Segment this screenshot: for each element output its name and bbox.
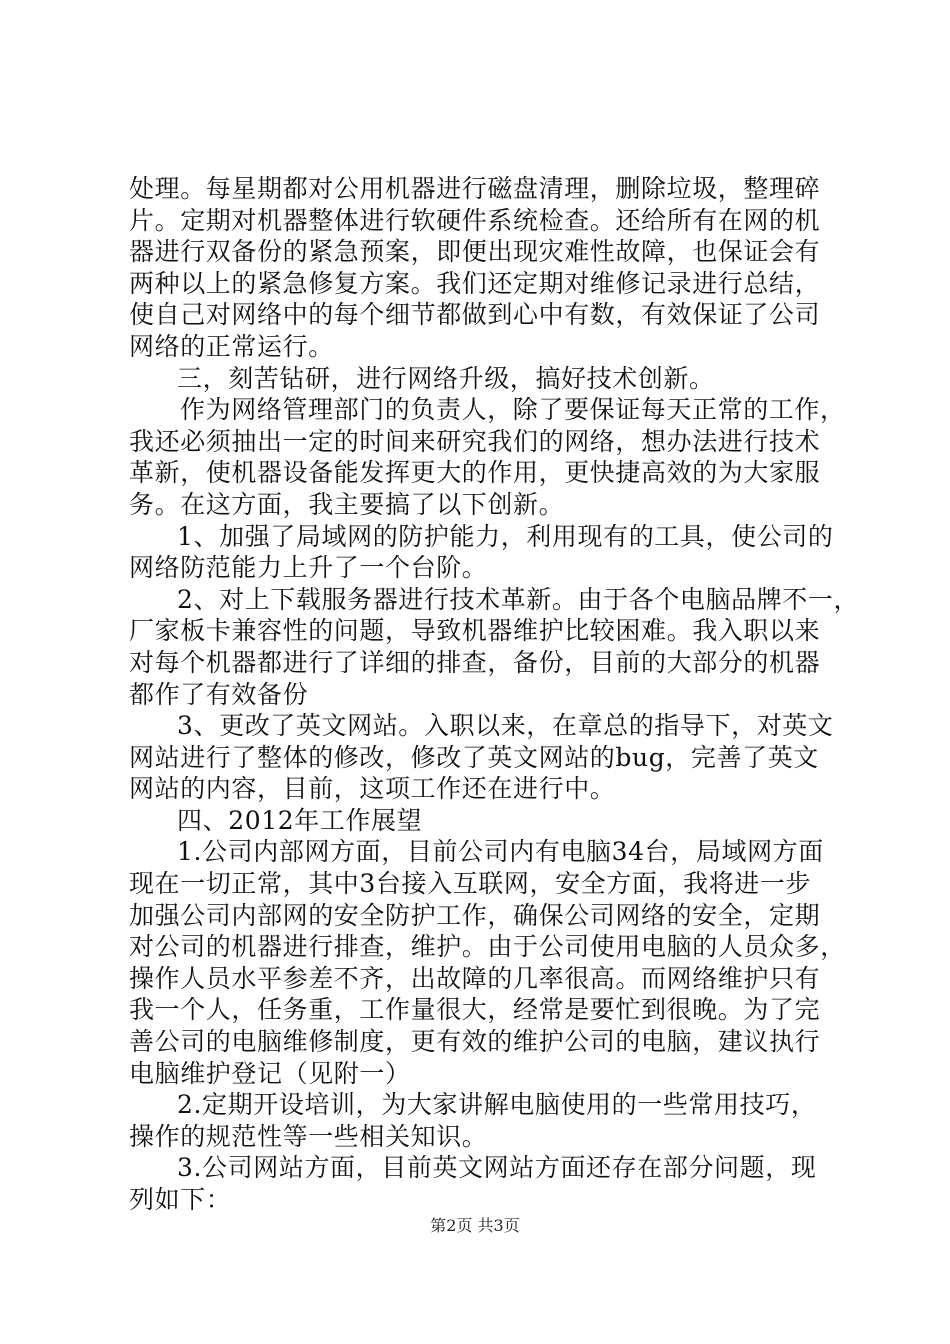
list-item: 1、加强了局域网的防护能力，利用现有的工具，使公司的 [177, 521, 834, 551]
text-line: 网站进行了整体的修改，修改了英文网站的bug，完善了英文 [129, 742, 819, 772]
text-line: 操作人员水平参差不齐，出故障的几率很高。而网络维护只有 [129, 963, 821, 993]
text-line: 我还必须抽出一定的时间来研究我们的网络，想办法进行技术 [129, 426, 821, 456]
list-item: 3.公司网站方面，目前英文网站方面还存在部分问题，现 [177, 1153, 817, 1183]
text-line: 务。在这方面，我主要搞了以下创新。 [129, 489, 565, 519]
text-line: 革新，使机器设备能发挥更大的作用，更快捷高效的为大家服 [129, 458, 821, 488]
text-line: 我一个人，任务重，工作量很大，经常是要忙到很晚。为了完 [129, 995, 821, 1025]
text-line: 善公司的电脑维修制度，更有效的维护公司的电脑，建议执行 [129, 1027, 821, 1057]
text-line: 作为网络管理部门的负责人，除了要保证每天正常的工作， [180, 395, 846, 425]
text-line: 加强公司内部网的安全防护工作，确保公司网络的安全，定期 [129, 900, 821, 930]
list-item: 2.定期开设培训，为大家讲解电脑使用的一些常用技巧， [177, 1090, 817, 1120]
text-line: 两种以上的紧急修复方案。我们还定期对维修记录进行总结， [129, 268, 821, 298]
text-line: 处理。每星期都对公用机器进行磁盘清理，删除垃圾，整理碎 [129, 174, 821, 203]
text-line: 都作了有效备份 [129, 679, 309, 709]
section-heading: 四、2012年工作展望 [177, 805, 423, 835]
text-line: 片。定期对机器整体进行软硬件系统检查。还给所有在网的机 [129, 205, 821, 235]
text-line: 对公司的机器进行排查，维护。由于公司使用电脑的人员众多， [129, 932, 846, 962]
text-line: 列如下： [129, 1185, 232, 1214]
list-item: 1.公司内部网方面，目前公司内有电脑34台，局域网方面 [177, 837, 824, 867]
text-line: 操作的规范性等一些相关知识。 [129, 1121, 488, 1151]
page-number-footer: 第2页 共3页 [430, 1216, 520, 1235]
list-item: 2、对上下载服务器进行技术革新。由于各个电脑品牌不一， [177, 584, 860, 614]
list-item: 3、更改了英文网站。入职以来，在章总的指导下，对英文 [177, 711, 834, 741]
section-heading: 三，刻苦钻研，进行网络升级，搞好技术创新。 [177, 363, 715, 393]
text-line: 对每个机器都进行了详细的排查，备份，目前的大部分的机器 [129, 647, 821, 677]
text-line: 使自己对网络中的每个细节都做到心中有数，有效保证了公司 [129, 300, 821, 330]
text-line: 现在一切正常，其中3台接入互联网，安全方面，我将进一步 [129, 869, 812, 899]
body-text [129, 173, 860, 1216]
text-line: 网站的内容，目前，这项工作还在进行中。 [129, 774, 616, 804]
text-line: 厂家板卡兼容性的问题，导致机器维护比较困难。我入职以来 [129, 616, 821, 646]
text-line: 器进行双备份的紧急预案，即便出现灾难性故障，也保证会有 [129, 237, 821, 267]
text-line: 电脑维护登记（见附一） [129, 1058, 411, 1088]
text-line: 网络防范能力上升了一个台阶。 [129, 553, 488, 583]
text-line: 网络的正常运行。 [129, 331, 334, 361]
